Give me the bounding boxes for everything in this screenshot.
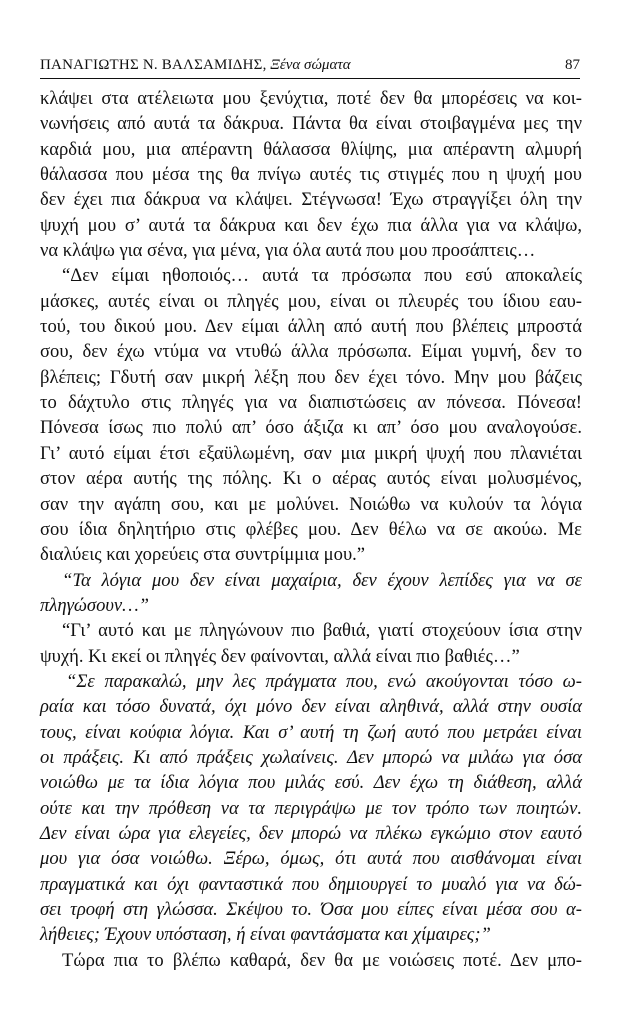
text-line: “Γι’ αυτό και με πληγώνουν πιο βαθιά, γιατί στοχεύουν ίσια στην [62, 620, 582, 642]
text-line: πληγώσουν…” [40, 594, 150, 616]
text-line: νοιώθω με τα ίδια λόγια που μιλάς εσύ. Δεν έχω τη διάθεση, αλλά [40, 772, 582, 794]
text-line: διαλύεις και χορεύεις στα συντρίμμια μου.” [40, 544, 366, 566]
text-line: “Σε παρακαλώ, μην λες πράγματα που, ενώ ακούγονται τόσο ω- [66, 670, 582, 692]
text-line: τού, του δικού μου. Δεν είμαι άλλη από αυτή που βλέπεις μπροστά [40, 316, 582, 338]
text-line: πραγματικά και όχι φανταστικά που δημιουργεί το μυαλό για να δώ- [40, 873, 582, 895]
text-line: Γι’ αυτό είμαι έτσι εξαϋλωμένη, σαν μια μικρή ψυχή που πλανιέται [40, 442, 582, 464]
text-line: ψυχή μου σ’ αυτά τα δάκρυα και δεν έχω πια άλλα για να κλάψω, [40, 214, 582, 236]
text-line: σει τροφή στη γλώσσα. Σκέψου το. Όσα μου είπες είναι μέσα σου α- [40, 899, 582, 920]
text-line: λήθειες; Έχουν υπόσταση, ή είναι φαντάσματα και χίμαιρες;” [40, 924, 491, 946]
text-line: σαν την αγάπη σου, και με μολύνει. Νοιώθω να κυλούν τα λόγια [40, 493, 582, 515]
header-book-title: Ξένα σώματα [270, 57, 351, 73]
text-line: “Δεν είμαι ηθοποιός… αυτά τα πρόσωπα που εσύ αποκαλείς [62, 265, 582, 287]
text-line: Πόνεσα ίσως πιο πολύ απ’ όσο άξιζα κι απ’ όσο μου αναλογούσε. [40, 417, 582, 439]
text-line: δεν έχει πια δάκρυα να κλάψει. Στέγνωσα! Έχω στραγγίξει όλη την [40, 189, 582, 211]
text-line: Τώρα πια το βλέπω καθαρά, δεν θα με νοιώσεις ποτέ. Δεν μπο- [62, 949, 582, 971]
text-line: ούτε και την πρόθεση να τα περιγράψω με τον τρόπο των ποιητών. [40, 797, 582, 819]
text-line: τους, είναι κούφια λόγια. Και σ’ αυτή τη ζωή αυτό που μετράει είναι [40, 721, 582, 743]
text-line: “Τα λόγια μου δεν είναι μαχαίρια, δεν έχουν λεπίδες για να σε [62, 569, 582, 591]
text-line: σου ίδια δηλητήριο στις φλέβες μου. Δεν θέλω να σε ακούω. Με [40, 518, 582, 540]
text-line: Δεν είναι ώρα για ελεγείες, δεν μπορώ να πλέκω εγκώμιο στον εαυτό [40, 822, 582, 844]
text-line: να κλάψω για σένα, για μένα, για όλα αυτά που μου προσάπτεις… [40, 240, 536, 262]
text-line: μου για όσα νοιώθω. Ξέρω, όμως, ότι αυτά που αισθάνομαι είναι [40, 848, 582, 870]
text-line: το δάχτυλο στις πληγές για να διαπιστώσεις αν πόνεσα. Πόνεσα! [40, 392, 582, 414]
text-line: σου, δεν έχω ντύμα να ντυθώ άλλα πρόσωπα. Είμαι γυμνή, δεν το [40, 341, 582, 363]
body-text [40, 86, 582, 973]
text-line: στον αέρα αυτής της πόλης. Κι ο αέρας αυτός είναι μολυσμένος, [40, 468, 582, 490]
header-rule [40, 78, 580, 79]
text-line: βλέπεις; Γδυτή σαν μικρή λέξη που δεν έχει τόνο. Μην μου βάζεις [40, 366, 582, 388]
running-header [40, 54, 580, 76]
text-line: καρδιά μου, μια απέραντη θάλασσα θλίψης, μια απέραντη αλμυρή [40, 138, 582, 160]
text-line: κλάψει στα ατέλειωτα μου ξενύχτια, ποτέ δεν θα μπορέσεις να κοι- [40, 88, 582, 109]
text-line: οι πράξεις. Κι από πράξεις χωλαίνεις. Δεν μπορώ να μιλάω για όσα [40, 746, 582, 768]
page-number: 87 [565, 57, 580, 73]
text-line: ραία και τόσο δυνατά, όχι μόνο δεν είναι αληθινά, αλλά στην ουσία [40, 696, 582, 718]
text-line: μάσκες, αυτές είναι οι πληγές μου, είναι οι πλευρές του ίδιου εαυ- [40, 290, 582, 312]
text-line: ψυχή. Κι εκεί οι πληγές δεν φαίνονται, αλλά είναι πιο βαθιές…” [40, 645, 520, 667]
text-line: νωνήσεις από αυτά τα δάκρυα. Πάντα θα είναι στοιβαγμένα μες την [40, 113, 582, 135]
header-author: ΠΑΝΑΓΙΩΤΗΣ Ν. ΒΑΛΣΑΜΙΔΗΣ, [40, 57, 267, 73]
text-line: θάλασσα που μέσα της θα πνίγω αυτές τις στιγμές που η ψυχή μου [40, 164, 582, 186]
